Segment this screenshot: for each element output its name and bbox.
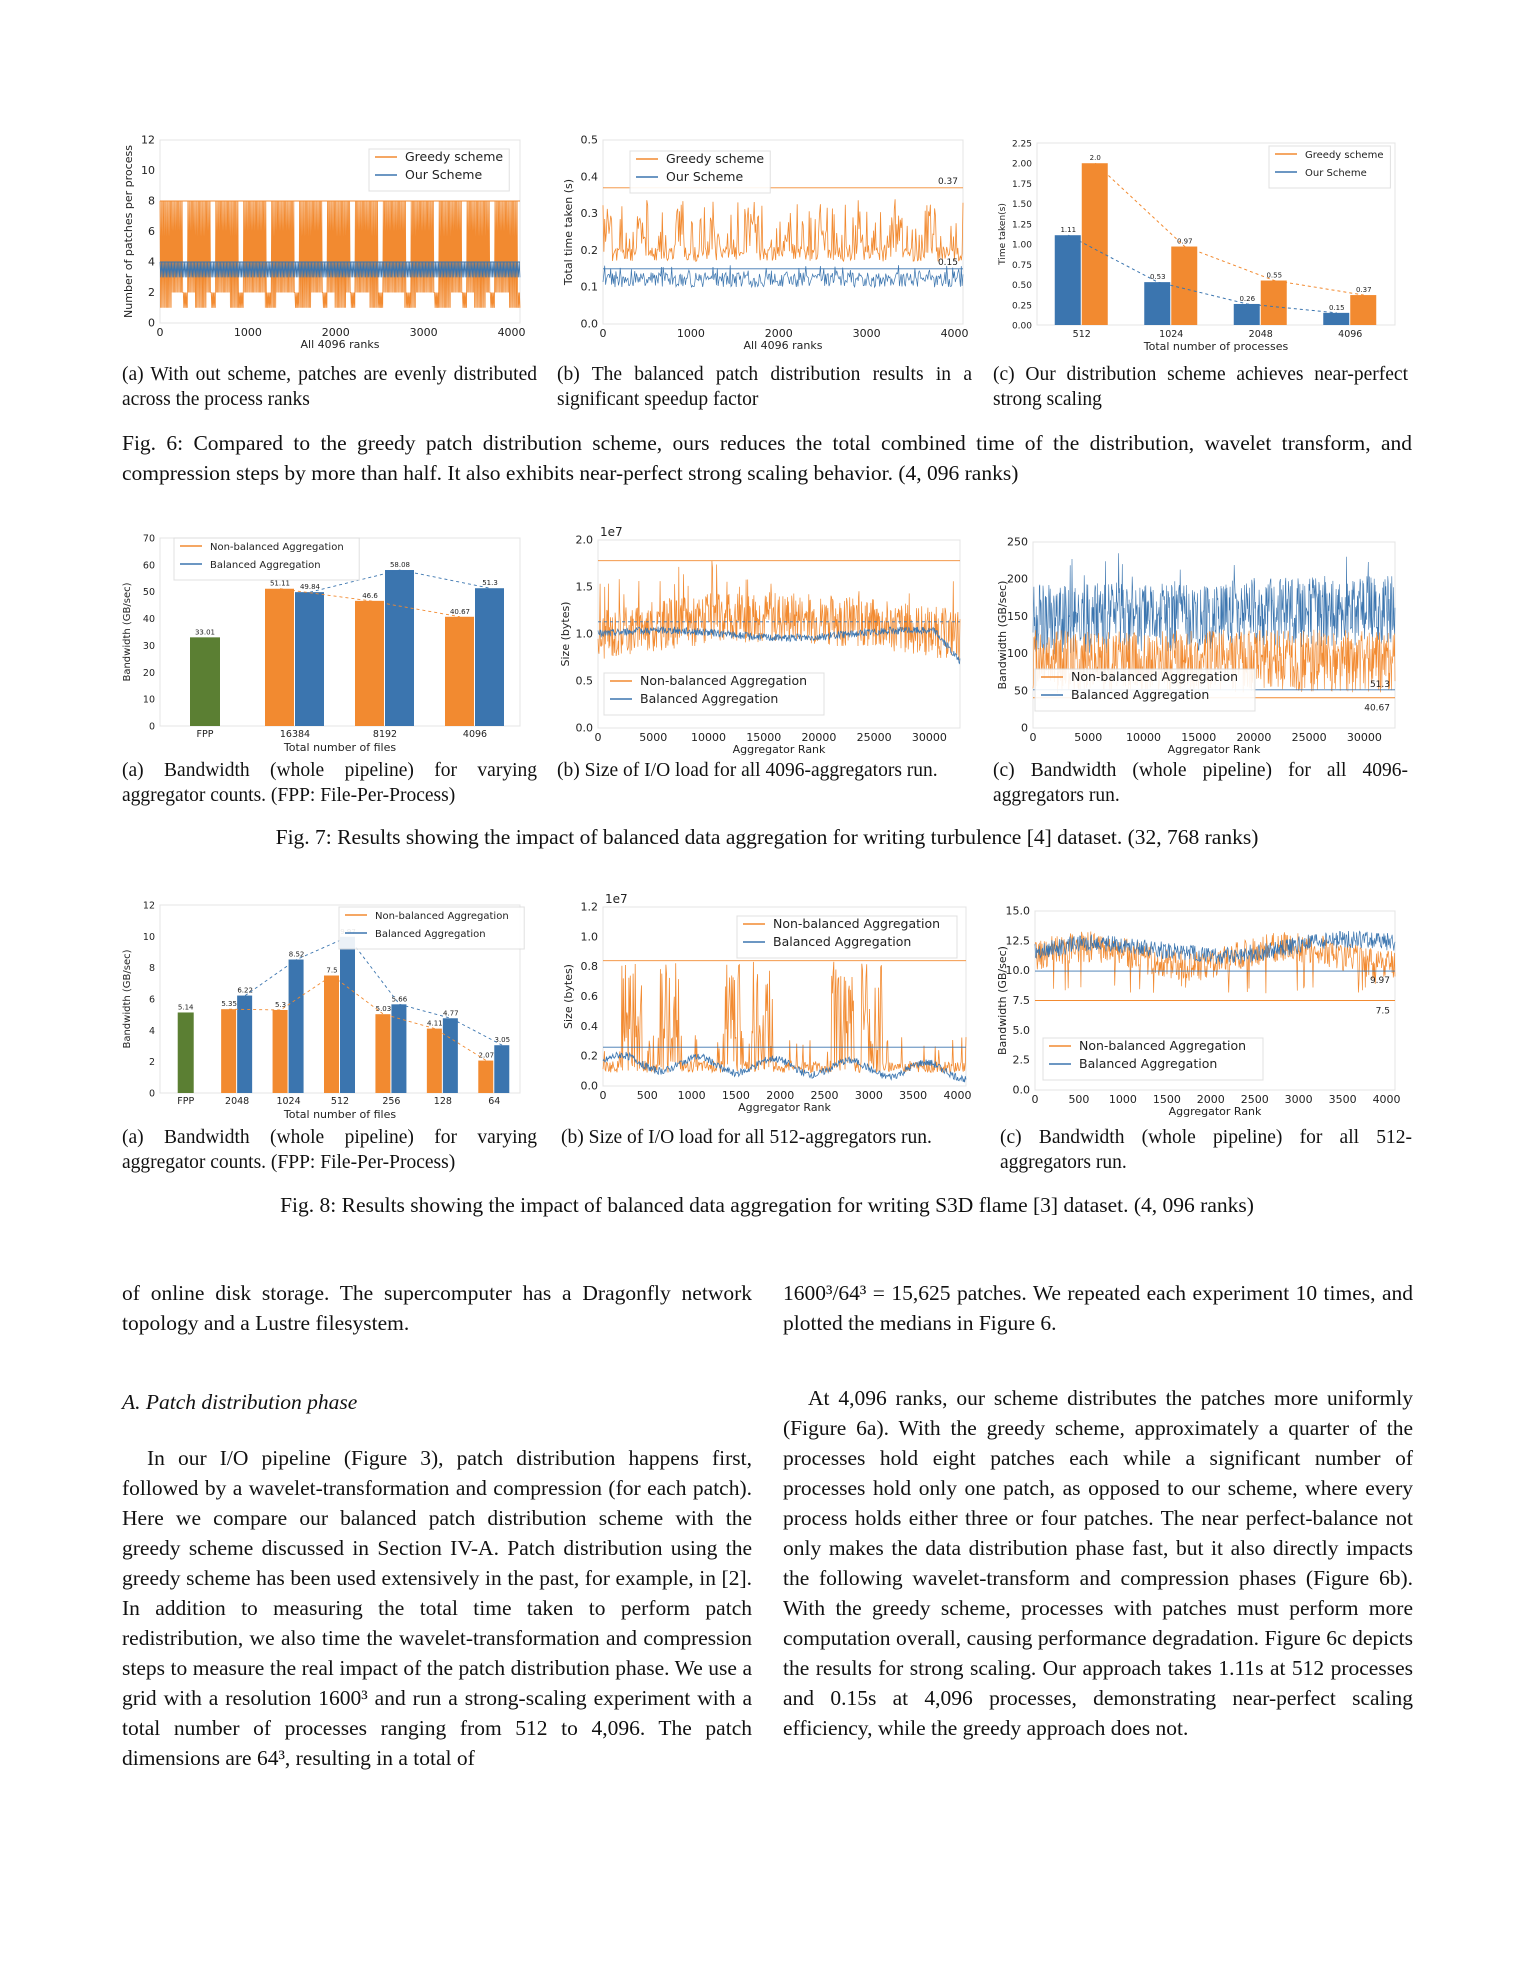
bar-value-label: 5.66 bbox=[391, 995, 408, 1004]
y-axis-label: Bandwidth (GB/sec) bbox=[122, 949, 133, 1049]
greedy-max-label: 0.37 bbox=[937, 176, 958, 187]
fig7a-chart bbox=[120, 528, 540, 763]
fig7c-subcaption: (c) Bandwidth (whole pipeline) for all 4096-aggregators run. bbox=[993, 760, 1408, 806]
bar-value-label: 2.07 bbox=[478, 1051, 495, 1060]
y-tick-label: 40 bbox=[142, 614, 155, 626]
bar-value-label: 0.26 bbox=[1239, 294, 1256, 303]
x-tick-label: 25000 bbox=[856, 731, 892, 744]
x-tick-label: 0 bbox=[1029, 731, 1037, 744]
x-tick-label: 4000 bbox=[940, 327, 969, 340]
y-tick-label: 10 bbox=[142, 694, 155, 706]
bar bbox=[1350, 295, 1376, 325]
y-axis-label: Bandwidth (GB/sec) bbox=[996, 580, 1009, 690]
legend-entry: Our Scheme bbox=[1305, 168, 1367, 179]
x-axis-label: Total number of processes bbox=[1143, 340, 1289, 353]
y-tick-label: 2.25 bbox=[1011, 139, 1032, 150]
y-tick-label: 8 bbox=[148, 963, 155, 975]
our-scheme-max-label: 0.15 bbox=[937, 257, 958, 268]
bar-value-label: 0.37 bbox=[1355, 286, 1372, 295]
y-tick-label: 250 bbox=[1007, 535, 1028, 549]
bar-value-label: 4.77 bbox=[443, 1009, 459, 1018]
nonbalanced-min-label: 7.5 bbox=[1375, 1006, 1390, 1017]
body-left-paragraph-2-text: In our I/O pipeline (Figure 3), patch distribution happens first, followed by a wavelet-transformation and compression (for each patch). Here we compare our balanced patch distribution scheme with the greedy scheme discussed in Section IV-A. Patch distribution using the greedy scheme has been used extensively in the past, for example, in [2]. In addition to measuring the total time taken to perform patch redistribution, we also time the wavelet-transformation and compression steps to measure the real impact of the patch distribution phase. We use a grid with a resolution 1600³ and run a strong-scaling experiment with a total number of processes ranging from 512 to 4,096. The patch dimensions are 64³, resulting in a total of bbox=[122, 1446, 752, 1770]
y-tick-label: 1.50 bbox=[1011, 200, 1032, 211]
y-tick-label: 5.0 bbox=[1012, 1023, 1030, 1037]
x-tick-label: 15000 bbox=[746, 731, 782, 744]
axis-offset-label: 1e7 bbox=[600, 525, 623, 539]
y-tick-label: 60 bbox=[142, 560, 155, 572]
y-tick-label: 0.0 bbox=[1012, 1083, 1030, 1097]
x-tick-label: 10000 bbox=[690, 731, 726, 744]
x-tick-label: 20000 bbox=[801, 731, 837, 744]
bar-balanced bbox=[443, 1018, 458, 1093]
bar-value-label: 6.22 bbox=[237, 986, 253, 995]
legend-entry: Non-balanced Aggregation bbox=[1079, 1038, 1247, 1053]
bar bbox=[1234, 304, 1260, 325]
x-axis-label: Aggregator Rank bbox=[732, 743, 826, 756]
bar-nonbalanced bbox=[375, 1014, 390, 1093]
fig6c-subcaption: (c) Our distribution scheme achieves near-perfect strong scaling bbox=[993, 364, 1408, 410]
x-tick-label: 1000 bbox=[1108, 1093, 1137, 1106]
x-tick-label: 1500 bbox=[1152, 1093, 1181, 1106]
bar-value-label: 5.03 bbox=[375, 1005, 392, 1014]
x-tick-label: 4000 bbox=[943, 1089, 972, 1102]
bar-nonbalanced bbox=[273, 1010, 288, 1093]
fig6a-chart bbox=[120, 128, 540, 358]
x-tick-label: 3000 bbox=[854, 1089, 883, 1102]
y-tick-label: 0 bbox=[148, 721, 155, 733]
balanced-min-label: 9.97 bbox=[1369, 976, 1390, 987]
legend-entry: Balanced Aggregation bbox=[210, 560, 321, 571]
fig6b-subcaption: (b) The balanced patch distribution results in a significant speedup factor bbox=[557, 364, 972, 410]
y-tick-label: 0.8 bbox=[580, 960, 598, 974]
y-tick-label: 1.00 bbox=[1011, 240, 1032, 251]
y-tick-label: 2 bbox=[148, 1057, 155, 1069]
y-tick-label: 0.5 bbox=[575, 674, 593, 688]
y-tick-label: 150 bbox=[1007, 609, 1028, 623]
bar-value-label: 40.67 bbox=[449, 607, 471, 616]
fig7-caption: Fig. 7: Results showing the impact of balanced data aggregation for writing turbulence [4] dataset. (32, 768 ranks) bbox=[275, 825, 1259, 849]
y-axis-label: Total time taken (s) bbox=[562, 178, 575, 286]
y-tick-label: 0.0 bbox=[580, 317, 598, 331]
x-tick-label: 512 bbox=[1072, 329, 1091, 340]
x-tick-label: 0 bbox=[594, 731, 602, 744]
x-axis-label: Aggregator Rank bbox=[1168, 1105, 1262, 1118]
bar-value-label: 1.11 bbox=[1060, 226, 1077, 235]
x-tick-label: 1024 bbox=[1159, 329, 1184, 340]
bar-value-label: 3.05 bbox=[494, 1036, 511, 1045]
bar-value-label: 33.01 bbox=[194, 628, 216, 637]
x-tick-label: 2500 bbox=[1240, 1093, 1269, 1106]
balanced-min-label: 51.3 bbox=[1369, 679, 1390, 690]
bar-value-label: 58.08 bbox=[389, 561, 411, 570]
bar bbox=[1323, 313, 1349, 325]
x-tick-label: 0 bbox=[599, 1089, 607, 1102]
fig8c-subcaption: (c) Bandwidth (whole pipeline) for all 512-aggregators run. bbox=[1000, 1127, 1412, 1173]
y-tick-label: 50 bbox=[142, 587, 155, 599]
x-tick-label: FPP bbox=[196, 729, 214, 740]
x-tick-label: 2048 bbox=[225, 1096, 250, 1107]
y-tick-label: 0.00 bbox=[1011, 321, 1032, 332]
x-tick-label: 4096 bbox=[1338, 329, 1363, 340]
bar-balanced bbox=[494, 1045, 509, 1093]
y-tick-label: 10 bbox=[142, 931, 155, 943]
x-tick-label: 3000 bbox=[1284, 1093, 1313, 1106]
legend-entry: Non-balanced Aggregation bbox=[210, 542, 344, 553]
y-tick-label: 1.75 bbox=[1011, 179, 1032, 190]
bar bbox=[1055, 235, 1081, 325]
y-tick-label: 4 bbox=[148, 1025, 155, 1037]
x-tick-label: 3000 bbox=[852, 327, 881, 340]
legend-entry: Balanced Aggregation bbox=[1071, 687, 1210, 702]
y-tick-label: 0.2 bbox=[580, 1049, 598, 1063]
x-axis-label: Aggregator Rank bbox=[738, 1101, 831, 1114]
bar bbox=[1261, 281, 1287, 325]
bar-balanced bbox=[385, 570, 414, 726]
y-tick-label: 1.5 bbox=[575, 580, 593, 594]
fig6b-chart bbox=[558, 128, 978, 358]
bar-balanced bbox=[289, 960, 304, 1093]
y-tick-label: 0.0 bbox=[580, 1079, 598, 1093]
bar-value-label: 5.14 bbox=[177, 1003, 194, 1012]
bar-value-label: 51.3 bbox=[482, 579, 498, 588]
x-tick-label: 512 bbox=[330, 1096, 350, 1107]
y-tick-label: 1.0 bbox=[580, 930, 598, 944]
x-tick-label: 3500 bbox=[1328, 1093, 1357, 1106]
x-tick-label: 1000 bbox=[677, 1089, 706, 1102]
fig8a-chart bbox=[120, 895, 540, 1130]
y-tick-label: 200 bbox=[1007, 572, 1028, 586]
x-tick-label: 500 bbox=[636, 1089, 658, 1102]
x-tick-label: 1500 bbox=[721, 1089, 750, 1102]
y-tick-label: 0.50 bbox=[1011, 281, 1032, 292]
y-tick-label: 0.4 bbox=[580, 1019, 598, 1033]
bar-nonbalanced bbox=[324, 976, 339, 1094]
bar-value-label: 51.11 bbox=[269, 579, 291, 588]
x-tick-label: 15000 bbox=[1181, 731, 1217, 744]
y-tick-label: 0.0 bbox=[575, 721, 593, 735]
legend-entry: Balanced Aggregation bbox=[1079, 1056, 1218, 1071]
fig8-caption: Fig. 8: Results showing the impact of balanced data aggregation for writing S3D flame [3] dataset. (4, 096 ranks) bbox=[280, 1193, 1254, 1217]
bar bbox=[1144, 282, 1170, 325]
legend-entry: Our Scheme bbox=[666, 169, 744, 184]
x-tick-label: 256 bbox=[382, 1096, 401, 1107]
y-tick-label: 2 bbox=[148, 286, 155, 299]
fig8b-subcaption: (b) Size of I/O load for all 512-aggregators run. bbox=[561, 1127, 932, 1148]
x-tick-label: 2500 bbox=[810, 1089, 839, 1102]
legend-entry: Non-balanced Aggregation bbox=[375, 911, 509, 922]
y-tick-label: 0.3 bbox=[580, 207, 598, 221]
x-tick-label: 4096 bbox=[462, 729, 488, 740]
x-tick-label: 2000 bbox=[764, 327, 793, 340]
y-tick-label: 1.2 bbox=[580, 900, 598, 914]
bar-balanced bbox=[295, 592, 324, 726]
bar-balanced bbox=[475, 588, 504, 726]
x-tick-label: 2000 bbox=[321, 326, 350, 339]
legend-entry: Greedy scheme bbox=[666, 151, 765, 166]
y-tick-label: 70 bbox=[142, 533, 155, 545]
body-right-paragraph-1: 1600³/64³ = 15,625 patches. We repeated each experiment 10 times, and plotted the medians in Figure 6. bbox=[783, 1281, 1413, 1335]
bar-nonbalanced bbox=[427, 1029, 442, 1093]
x-tick-label: 25000 bbox=[1291, 731, 1327, 744]
bar-balanced bbox=[391, 1004, 406, 1093]
y-axis-label: Size (bytes) bbox=[559, 601, 572, 667]
x-axis-label: All 4096 ranks bbox=[743, 339, 823, 352]
body-right-paragraph-2-text: At 4,096 ranks, our scheme distributes the patches more uniformly (Figure 6a). With the greedy scheme, approximately a quarter of the processes hold eight patches each while a significant number of processes hold only one patch, as opposed to our scheme, where every process holds either three or four patches. The near perfect-balance not only makes the data distribution phase fast, but it also directly impacts the following wavelet-transform and compression phases (Figure 6b). With the greedy scheme, processes with patches must perform more computation overall, causing performance degradation. Figure 6c depicts the results for strong scaling. Our approach takes 1.11s at 512 processes and 0.15s at 4,096 processes, demonstrating near-perfect scaling efficiency, while the greedy approach does not. bbox=[783, 1386, 1413, 1740]
y-tick-label: 15.0 bbox=[1005, 904, 1030, 918]
x-tick-label: 64 bbox=[488, 1096, 501, 1107]
bar-balanced bbox=[340, 937, 355, 1093]
bar-fpp bbox=[190, 637, 220, 726]
y-axis-label: Bandwidth (GB/sec) bbox=[996, 946, 1009, 1055]
bar-value-label: 0.97 bbox=[1176, 237, 1193, 246]
y-tick-label: 0 bbox=[1021, 721, 1028, 735]
y-tick-label: 6 bbox=[148, 225, 155, 238]
y-axis-label: Number of patches per process bbox=[122, 145, 135, 318]
y-tick-label: 10.0 bbox=[1005, 964, 1030, 978]
bar-value-label: 5.35 bbox=[221, 1000, 237, 1009]
y-tick-label: 2.0 bbox=[575, 533, 593, 547]
legend-entry: Greedy scheme bbox=[1305, 150, 1384, 161]
bar-value-label: 5.3 bbox=[275, 1000, 287, 1009]
x-tick-label: 0 bbox=[1031, 1093, 1039, 1106]
fig8a-subcaption: (a) Bandwidth (whole pipeline) for varying aggregator counts. (FPP: File-Per-Process) bbox=[122, 1127, 537, 1173]
bar-value-label: 0.53 bbox=[1149, 273, 1166, 282]
x-tick-label: 1024 bbox=[276, 1096, 301, 1107]
bar bbox=[1171, 247, 1197, 325]
x-tick-label: 2000 bbox=[1196, 1093, 1225, 1106]
fig7b-chart bbox=[558, 525, 978, 763]
fig8b-chart bbox=[558, 892, 978, 1130]
legend-entry: Non-balanced Aggregation bbox=[1071, 669, 1239, 684]
nonbalanced-min-label: 40.67 bbox=[1364, 703, 1390, 714]
x-tick-label: 20000 bbox=[1236, 731, 1272, 744]
body-left-paragraph-2 bbox=[122, 1443, 752, 1773]
bar-value-label: 7.5 bbox=[326, 966, 338, 975]
x-tick-label: 8192 bbox=[372, 729, 398, 740]
x-axis-label: Total number of files bbox=[283, 1108, 397, 1121]
x-tick-label: 1000 bbox=[676, 327, 705, 340]
bar-nonbalanced bbox=[478, 1061, 493, 1093]
y-tick-label: 12 bbox=[142, 900, 155, 912]
bar-value-label: 0.15 bbox=[1328, 303, 1345, 312]
y-tick-label: 1.25 bbox=[1011, 220, 1032, 231]
x-axis-label: Aggregator Rank bbox=[1167, 743, 1261, 756]
bar-value-label: 4.11 bbox=[427, 1019, 443, 1028]
x-tick-label: 0 bbox=[599, 327, 607, 340]
legend-entry: Greedy scheme bbox=[405, 149, 504, 164]
x-tick-label: 10000 bbox=[1125, 731, 1161, 744]
y-tick-label: 30 bbox=[142, 640, 155, 652]
x-tick-label: 30000 bbox=[1346, 731, 1382, 744]
y-tick-label: 7.5 bbox=[1012, 994, 1030, 1007]
bar-value-label: 2.0 bbox=[1089, 154, 1101, 163]
legend-entry: Balanced Aggregation bbox=[773, 934, 912, 949]
bar-nonbalanced bbox=[355, 601, 384, 726]
fig6c-chart bbox=[995, 128, 1415, 358]
x-tick-label: 500 bbox=[1068, 1093, 1090, 1106]
x-axis-label: Total number of files bbox=[283, 741, 397, 754]
legend-entry: Our Scheme bbox=[405, 167, 483, 182]
y-tick-label: 12 bbox=[141, 133, 155, 147]
x-tick-label: 2000 bbox=[766, 1089, 795, 1102]
x-tick-label: 4000 bbox=[1372, 1093, 1401, 1106]
x-tick-label: FPP bbox=[177, 1096, 195, 1107]
y-tick-label: 0.4 bbox=[580, 170, 598, 184]
y-axis-label: Time taken(s) bbox=[998, 203, 1008, 265]
y-tick-label: 100 bbox=[1007, 647, 1028, 661]
y-tick-label: 0 bbox=[148, 1088, 155, 1100]
y-tick-label: 2.00 bbox=[1011, 159, 1032, 170]
y-tick-label: 0.6 bbox=[580, 990, 598, 1003]
x-tick-label: 5000 bbox=[639, 731, 668, 744]
bar-nonbalanced bbox=[221, 1009, 236, 1093]
y-tick-label: 12.5 bbox=[1005, 934, 1030, 948]
section-heading: A. Patch distribution phase bbox=[122, 1390, 358, 1414]
bar-value-label: 49.84 bbox=[299, 583, 321, 592]
y-tick-label: 0 bbox=[148, 316, 155, 330]
y-tick-label: 8 bbox=[148, 194, 155, 208]
bar-value-label: 0.55 bbox=[1266, 271, 1283, 280]
x-tick-label: 0 bbox=[156, 326, 164, 339]
x-tick-label: 5000 bbox=[1074, 731, 1103, 744]
bar-value-label: 8.52 bbox=[288, 950, 305, 959]
x-tick-label: 30000 bbox=[911, 731, 947, 744]
bar-fpp bbox=[178, 1012, 194, 1093]
y-tick-label: 6 bbox=[148, 994, 155, 1006]
legend-entry: Non-balanced Aggregation bbox=[640, 673, 808, 688]
fig8c-chart bbox=[995, 895, 1415, 1130]
y-tick-label: 2.5 bbox=[1012, 1053, 1030, 1067]
y-tick-label: 0.5 bbox=[580, 133, 598, 147]
y-tick-label: 50 bbox=[1014, 684, 1028, 698]
axis-offset-label: 1e7 bbox=[605, 892, 628, 906]
bar-nonbalanced bbox=[265, 589, 294, 726]
bar-balanced bbox=[237, 996, 252, 1093]
x-tick-label: 128 bbox=[433, 1096, 452, 1107]
fig6-caption: Fig. 6: Compared to the greedy patch distribution scheme, ours reduces the total combined time of the distribution, wavelet transform, and compression steps by more than half. It also exhibits near-perfect strong scaling behavior. (4, 096 ranks) bbox=[122, 431, 1412, 485]
fig7a-subcaption: (a) Bandwidth (whole pipeline) for varying aggregator counts. (FPP: File-Per-Process) bbox=[122, 760, 537, 806]
y-axis-label: Bandwidth (GB/sec) bbox=[122, 582, 133, 682]
bar-value-label: 46.6 bbox=[362, 591, 378, 600]
y-tick-label: 1.0 bbox=[575, 627, 593, 641]
y-tick-label: 0.2 bbox=[580, 243, 598, 257]
x-tick-label: 3000 bbox=[409, 326, 438, 339]
x-tick-label: 4000 bbox=[497, 326, 526, 339]
y-tick-label: 0.1 bbox=[580, 280, 598, 294]
x-tick-label: 16384 bbox=[279, 729, 311, 740]
y-tick-label: 0.25 bbox=[1011, 301, 1032, 312]
y-tick-label: 20 bbox=[142, 667, 155, 679]
x-tick-label: 3500 bbox=[899, 1089, 928, 1102]
body-right-paragraph-2 bbox=[783, 1383, 1413, 1743]
bar-nonbalanced bbox=[445, 617, 474, 726]
legend-entry: Balanced Aggregation bbox=[640, 691, 779, 706]
x-tick-label: 1000 bbox=[233, 326, 262, 339]
fig7b-subcaption: (b) Size of I/O load for all 4096-aggregators run. bbox=[557, 760, 938, 781]
legend-entry: Balanced Aggregation bbox=[375, 929, 486, 940]
legend-entry: Non-balanced Aggregation bbox=[773, 916, 941, 931]
y-axis-label: Size (bytes) bbox=[562, 964, 575, 1029]
body-left-paragraph-1: of online disk storage. The supercomputer has a Dragonfly network topology and a Lustre filesystem. bbox=[122, 1281, 752, 1335]
x-tick-label: 2048 bbox=[1248, 329, 1273, 340]
x-axis-label: All 4096 ranks bbox=[300, 338, 380, 351]
fig7c-chart bbox=[995, 528, 1415, 763]
y-tick-label: 10 bbox=[141, 164, 155, 177]
y-tick-label: 0.75 bbox=[1011, 260, 1032, 271]
y-tick-label: 4 bbox=[148, 255, 155, 269]
fig6a-subcaption: (a) With out scheme, patches are evenly distributed across the process ranks bbox=[122, 364, 537, 410]
